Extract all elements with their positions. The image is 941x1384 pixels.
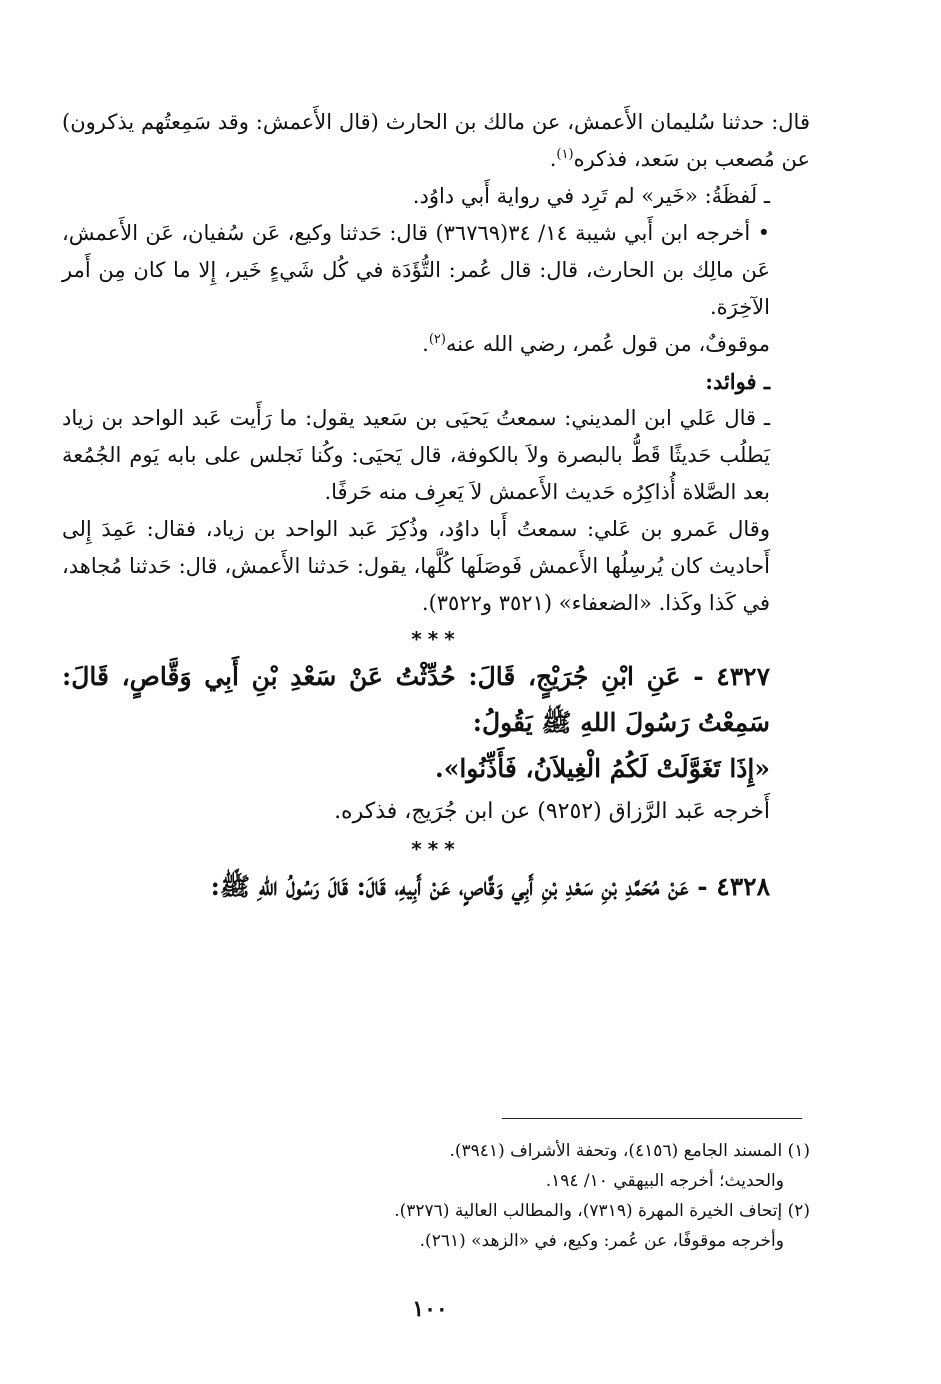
paragraph-amr-ibn-ali: وقال عَمرو بن عَلي: سمعتُ أَبا داوُد، وذُكِرَ عَبد الواحد بن زياد، فقال: عَمِدَ إِلى أَحاديث كان يُرسِلُها الأَعمش فَوصَلَها كُلَّها، يقول: حَدثنا الأَعمش، قال: حَدثنا مُجاهد، في كَذا وكَذا. «الضعفاء» (٣٥٢١ و٣٥٢٢). — [62, 517, 770, 615]
paragraph-ibn-madini: ـ قال عَلي ابن المديني: سمعتُ يَحيَى بن سَعيد يقول: ما رَأَيت عَبد الواحد بن زياد يَطلُب حَديثًا قَطُّ بالبصرة ولاَ بالكوفة، قال يَحيَى: وكُنا نَجلس على بابه يَوم الجُمُعة بعد الصَّلاة أُذاكِرُه حَديث الأَعمش لاَ يَعرِف منه حَرفًا. — [62, 406, 770, 504]
footnotes — [62, 1136, 810, 1256]
page-number: ١٠٠ — [412, 1296, 448, 1322]
paragraph-isnad-text: قال: حدثنا سُليمان الأَعمش، عن مالك بن الحارث (قال الأَعمش: وقد سَمِعتُهم يذكرون) عن مُصعب بن سَعد، فذكره — [62, 110, 810, 171]
footnote-1: (١) المسند الجامع (٤١٥٦)، وتحفة الأشراف (٣٩٤١). — [449, 1141, 810, 1161]
paragraph-isnad-end: . — [549, 147, 557, 171]
paragraph-note-khayr: ـ لَفظَةُ: «خَير» لم تَرِد في رواية أَبي داوُد. — [412, 184, 770, 208]
hadith-4328: ٤٣٢٨ - عَنْ مُحَمَّدِ بْنِ سَعْدِ بْنِ أَبِي وَقَّاصٍ، عَنْ أَبِيهِ، قَالَ: قَالَ رَسُولُ اللهِ ﷺ: — [210, 872, 770, 901]
hadith-4327: ٤٣٢٧ - عَنِ ابْنِ جُرَيْجٍ، قَالَ: حُدِّثْتُ عَنْ سَعْدِ بْنِ أَبِي وَقَّاصٍ، قَالَ: سَمِعْتُ رَسُولَ اللهِ ﷺ يَقُولُ: — [62, 662, 770, 737]
paragraph-mawquf — [62, 326, 810, 363]
section-separator: *** — [411, 627, 461, 651]
paragraph-mawquf-end: . — [422, 332, 429, 356]
footnote-ref-2[interactable]: (٢) — [428, 332, 446, 347]
paragraph-takhrij — [62, 215, 810, 326]
footnote-ref-1[interactable]: (١) — [556, 147, 574, 162]
footnote-2: (٢) إتحاف الخيرة المهرة (٧٣١٩)، والمطالب العالية (٣٢٧٦). — [394, 1201, 810, 1221]
paragraph-isnad — [62, 104, 810, 178]
hadith-4327-matn: «إِذَا تَغَوَّلَتْ لَكُمُ الْغِيلاَنُ، فَأَذِّنُوا». — [435, 754, 770, 783]
footnote-1-continuation: والحديث؛ أخرجه البيهقي ١٠/ ١٩٤. — [545, 1171, 784, 1191]
bullet-icon: • — [757, 221, 770, 245]
paragraph-mawquf-text: موقوفٌ، من قول عُمر، رضي الله عنه — [445, 332, 770, 356]
main-text — [62, 104, 810, 910]
footnote-divider — [502, 1118, 802, 1119]
heading-fawaid: ـ فوائد: — [705, 369, 770, 394]
paragraph-takhrij-text: أخرجه ابن أَبي شيبة ١٤/ ٣٤(٣٦٧٦٩) قال: حَدثنا وكيع، عَن سُفيان، عَن الأَعمش، عَن مالِك بن الحارث، قال: قال عُمر: التُّؤَدَة في كُل شَيءٍ خَير، إِلا ما كان مِن أَمر الآخِرَة. — [62, 221, 770, 319]
hadith-4327-source: أَخرجه عَبد الرَّزاق (٩٢٥٢) عن ابن جُرَيج، فذكره. — [334, 799, 770, 824]
footnote-2-continuation: وأخرجه موقوفًا، عن عُمر: وكيع، في «الزهد» (٢٦١). — [419, 1231, 784, 1251]
section-separator: *** — [411, 837, 461, 861]
